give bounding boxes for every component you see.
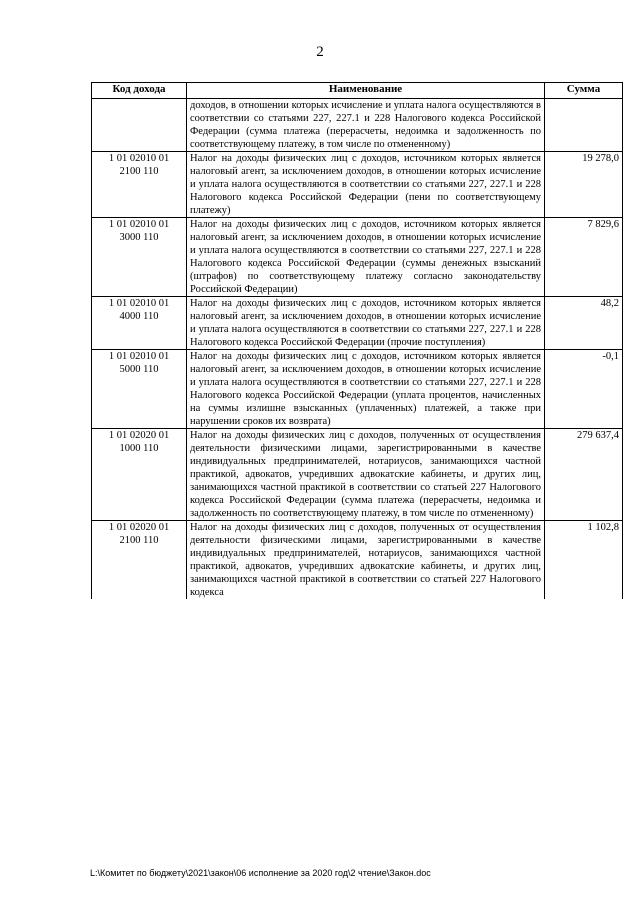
- revenue-code: 1 01 02010 01 4000 110: [92, 297, 187, 350]
- table-row: [92, 152, 623, 218]
- table-row: [92, 521, 623, 600]
- page-number: 2: [316, 44, 324, 60]
- table-row: [92, 297, 623, 350]
- revenue-sum: [545, 99, 623, 152]
- revenue-sum: -0,1: [545, 350, 623, 429]
- revenue-name: доходов, в отношении которых исчисление и уплата налога осуществляются в соответствии со статьями 227, 227.1 и 228 Налогового кодекса Российской Федерации (сумма платежа (перерасчеты, недоимка и задолженность по соответствующему платежу, в том числе по отмененному): [187, 99, 545, 152]
- revenue-code: 1 01 02010 01 3000 110: [92, 218, 187, 297]
- revenue-name: Налог на доходы физических лиц с доходов, полученных от осуществления деятельности физическими лицами, зарегистрированными в качестве индивидуальных предпринимателей, нотариусов, занимающихся частной практикой, адвокатов, учредивших адвокатские кабинеты, и других лиц, занимающихся частной практикой в соответствии со статьей 227 Налогового кодекса Российской Федерации (сумма платежа (перерасчеты, недоимка и задолженность по соответствующему платежу, в том числе по отмененному): [187, 429, 545, 521]
- revenue-name: Налог на доходы физических лиц с доходов, источником которых является налоговый агент, за исключением доходов, в отношении которых исчисление и уплата налога осуществляются в соответствии со статьями 227, 227.1 и 228 Налогового кодекса Российской Федерации (уплата процентов, начисленных на суммы излишне взысканных (уплаченных) платежей, а также при нарушении сроков их возврата): [187, 350, 545, 429]
- revenue-sum: 19 278,0: [545, 152, 623, 218]
- table-row: [92, 99, 623, 152]
- table-header-row: [92, 83, 623, 99]
- revenue-name: Налог на доходы физических лиц с доходов, полученных от осуществления деятельности физическими лицами, зарегистрированными в качестве индивидуальных предпринимателей, нотариусов, занимающихся частной практикой, адвокатов, учредивших адвокатские кабинеты, и других лиц, занимающихся частной практикой в соответствии со статьей 227 Налогового кодекса: [187, 521, 545, 600]
- table-row: [92, 350, 623, 429]
- revenue-sum: 1 102,8: [545, 521, 623, 600]
- revenue-code: 1 01 02010 01 2100 110: [92, 152, 187, 218]
- revenue-code: 1 01 02010 01 5000 110: [92, 350, 187, 429]
- revenue-table: [91, 82, 623, 599]
- revenue-name: Налог на доходы физических лиц с доходов, источником которых является налоговый агент, за исключением доходов, в отношении которых исчисление и уплата налога осуществляются в соответствии со статьями 227, 227.1 и 228 Налогового кодекса Российской Федерации (суммы денежных взысканий (штрафов) по соответствующему платежу согласно законодательству Российской Федерации): [187, 218, 545, 297]
- file-path-footer: L:\Комитет по бюджету\2021\закон\06 исполнение за 2020 год\2 чтение\Закон.doc: [90, 868, 431, 878]
- revenue-code: 1 01 02020 01 2100 110: [92, 521, 187, 600]
- revenue-name: Налог на доходы физических лиц с доходов, источником которых является налоговый агент, за исключением доходов, в отношении которых исчисление и уплата налога осуществляются в соответствии со статьями 227, 227.1 и 228 Налогового кодекса Российской Федерации (пени по соответствующему платежу): [187, 152, 545, 218]
- header-code: Код дохода: [92, 83, 187, 99]
- revenue-sum: 279 637,4: [545, 429, 623, 521]
- revenue-sum: 7 829,6: [545, 218, 623, 297]
- revenue-code: [92, 99, 187, 152]
- revenue-code: 1 01 02020 01 1000 110: [92, 429, 187, 521]
- header-sum: Сумма: [545, 83, 623, 99]
- header-name: Наименование: [187, 83, 545, 99]
- table-row: [92, 429, 623, 521]
- revenue-sum: 48,2: [545, 297, 623, 350]
- table-row: [92, 218, 623, 297]
- revenue-name: Налог на доходы физических лиц с доходов, источником которых является налоговый агент, за исключением доходов, в отношении которых исчисление и уплата налога осуществляются в соответствии со статьями 227, 227.1 и 228 Налогового кодекса Российской Федерации (прочие поступления): [187, 297, 545, 350]
